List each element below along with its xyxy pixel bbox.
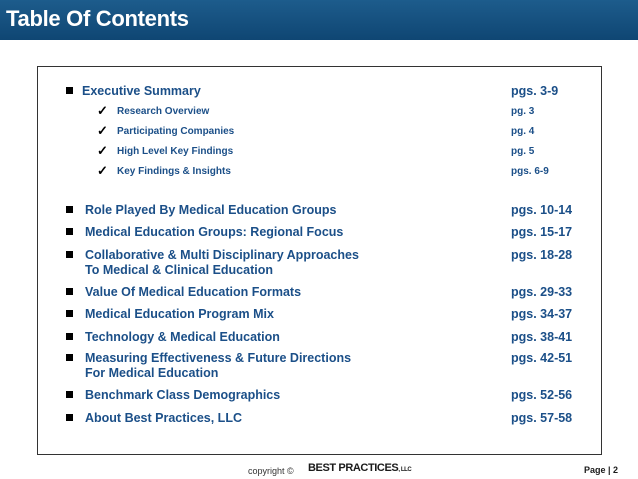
toc-subitem-high-level-key-findings[interactable]: High Level Key Findings [117, 146, 234, 157]
company-logo [308, 462, 411, 474]
toc-item-collaborative-line2[interactable]: To Medical & Clinical Education [85, 263, 273, 277]
toc-item-technology[interactable]: Technology & Medical Education [85, 330, 280, 344]
toc-item-executive-summary[interactable]: Executive Summary [82, 84, 201, 98]
header-bar [0, 0, 638, 40]
square-bullet-icon [66, 391, 73, 398]
toc-item-program-mix[interactable]: Medical Education Program Mix [85, 307, 274, 321]
square-bullet-icon [66, 414, 73, 421]
checkmark-icon: ✓ [97, 143, 108, 158]
toc-item-about[interactable]: About Best Practices, LLC [85, 411, 242, 425]
square-bullet-icon [66, 251, 73, 258]
toc-pages-regional-focus: pgs. 15-17 [511, 225, 573, 239]
square-bullet-icon [66, 333, 73, 340]
checkmark-icon: ✓ [97, 103, 108, 118]
toc-pages-benchmark: pgs. 52-56 [511, 388, 573, 402]
square-bullet-icon [66, 288, 73, 295]
toc-pages-role-played: pgs. 10-14 [511, 203, 573, 217]
square-bullet-icon [66, 87, 73, 94]
toc-item-measuring[interactable]: Measuring Effectiveness & Future Directions [85, 351, 352, 365]
checkmark-icon: ✓ [97, 163, 108, 178]
checkmark-icon: ✓ [97, 123, 108, 138]
toc-item-collaborative[interactable]: Collaborative & Multi Disciplinary Approaches [85, 248, 359, 262]
toc-pages-key-findings-insights: pgs. 6-9 [511, 166, 549, 177]
page-title: Table Of Contents [6, 6, 189, 31]
toc-item-regional-focus[interactable]: Medical Education Groups: Regional Focus [85, 225, 344, 239]
toc-subitem-research-overview[interactable]: Research Overview [117, 106, 210, 117]
toc-pages-participating-companies: pg. 4 [511, 126, 535, 137]
toc-pages-about: pgs. 57-58 [511, 411, 573, 425]
toc-pages-collaborative: pgs. 18-28 [511, 248, 573, 262]
toc-pages-executive-summary: pgs. 3-9 [511, 84, 559, 98]
toc-subitem-key-findings-insights[interactable]: Key Findings & Insights [117, 166, 231, 177]
toc-item-benchmark[interactable]: Benchmark Class Demographics [85, 388, 281, 402]
toc-item-measuring-line2[interactable]: For Medical Education [85, 366, 219, 380]
toc-subitem-participating-companies[interactable]: Participating Companies [117, 126, 235, 137]
toc-pages-formats: pgs. 29-33 [511, 285, 573, 299]
toc-item-formats[interactable]: Value Of Medical Education Formats [85, 285, 302, 299]
toc-item-role-played[interactable]: Role Played By Medical Education Groups [85, 203, 337, 217]
logo-text: BEST PRACTICES [308, 462, 399, 474]
square-bullet-icon [66, 354, 73, 361]
page-number: Page | 2 [584, 465, 619, 475]
square-bullet-icon [66, 206, 73, 213]
toc-pages-research-overview: pg. 3 [511, 106, 535, 117]
copyright-text: copyright © [248, 466, 294, 476]
square-bullet-icon [66, 310, 73, 317]
toc-pages-measuring: pgs. 42-51 [511, 351, 573, 365]
square-bullet-icon [66, 228, 73, 235]
logo-suffix: , LLC [398, 467, 412, 473]
toc-pages-technology: pgs. 38-41 [511, 330, 573, 344]
toc-pages-high-level-key-findings: pg. 5 [511, 146, 535, 157]
toc-pages-program-mix: pgs. 34-37 [511, 307, 573, 321]
